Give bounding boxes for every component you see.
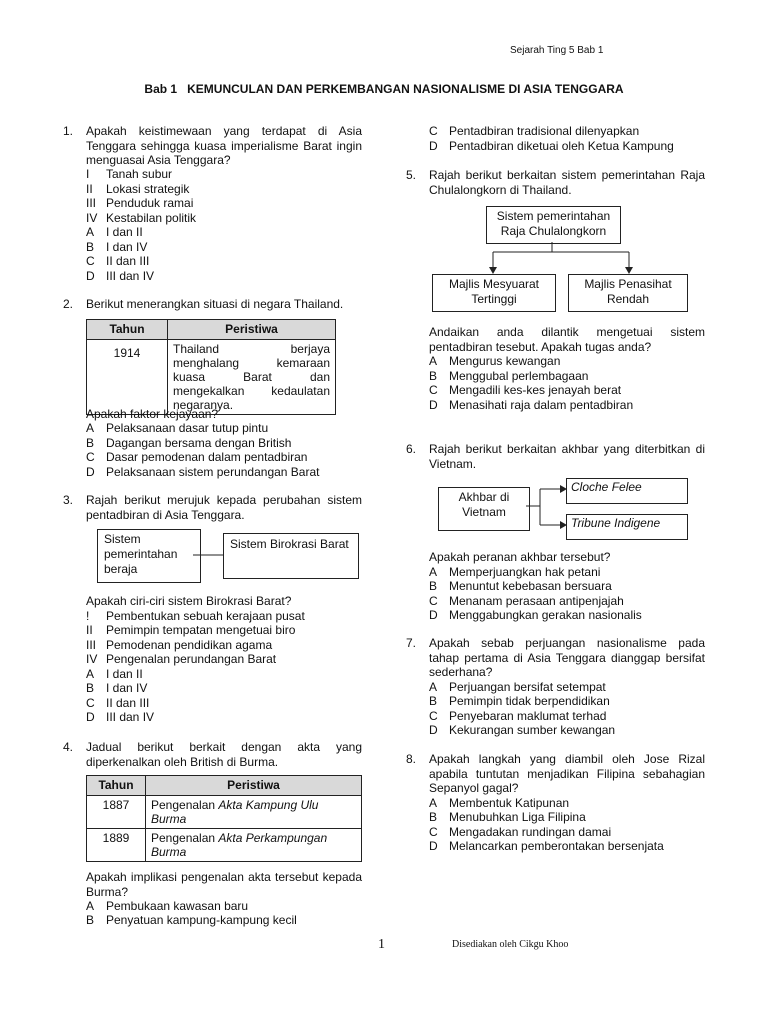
question-number: 5. (406, 168, 417, 182)
act-table (86, 775, 362, 862)
question-2: 2. Berikut menerangkan situasi di negara Thailand. Tahun Peristiwa 1914 Thailand berjaya menghalang kemaraan kuasa Barat dan mengekalkan kedaulatan negaranya. Apakah faktor kejayaan? A Pelaksanaan dasar tutup pintu B Dagangan bersama dengan British C Dasar pemodenan dalam pentadbiran D Pelaksanaan sistem perundangan Barat (63, 297, 363, 482)
table-cell-event: Thailand berjaya menghalang kemaraan kuasa Barat dan mengekalkan kedaulatan negaranya. (168, 339, 336, 414)
table-header: Peristiwa (146, 776, 362, 796)
diagram-box-newspaper: Akhbar di Vietnam (438, 487, 530, 531)
diagram-connector (481, 242, 641, 274)
diagram-box-cloche-felee: Cloche Felee (566, 478, 688, 504)
sub-question: Apakah implikasi pengenalan akta tersebut kepada Burma? (86, 870, 362, 899)
question-text: Apakah sebab perjuangan nasionalisme pada tahap pertama di Asia Tenggara dianggap bersifat sederhana? (429, 636, 705, 679)
sub-question: Apakah peranan akhbar tersebut? (429, 550, 611, 564)
table-header: Peristiwa (168, 320, 336, 340)
question-7: 7. Apakah sebab perjuangan nasionalisme pada tahap pertama di Asia Tenggara dianggap bersifat sederhana? A Perjuangan bersifat setempat B Pemimpin tidak berpendidikan C Penyebaran maklumat terhad D Kekurangan sumber kewangan (406, 636, 705, 737)
question-text: Apakah keistimewaan yang terdapat di Asia Tenggara sehingga kuasa imperialisme Barat ingin menguasai Asia Tenggara? (86, 124, 362, 167)
diagram-box-traditional: Sistem pemerintahan beraja (97, 529, 201, 583)
prepared-by: Disediakan oleh Cikgu Khoo (452, 939, 569, 950)
table-cell-year: 1914 (87, 339, 168, 414)
question-5: 5. Rajah berikut berkaitan sistem pemerintahan Raja Chulalongkorn di Thailand. Sistem pemerintahan Raja Chulalongkorn Majlis Mesyuarat Tertinggi Majlis Penasihat Rendah Andaikan anda dilantik mengetuai sistem pentadbiran tesebut. Apakah tugas anda? A Mengurus kewangan B Menggubal perlembagaan C Mengadili kes-kes jenayah berat D Menasihati raja dalam pentadbiran (406, 168, 705, 412)
question-3: 3. Rajah berikut merujuk kepada perubahan sistem pentadbiran di Asia Tenggara. Sistem pemerintahan beraja Sistem Birokrasi Barat Apakah ciri-ciri sistem Birokrasi Barat? ! Pembentukan sebuah kerajaan pusat II Pemimpin tempatan mengetuai biro III Pemodenan pendidikan agama IV Pengenalan perundangan Barat A I dan II B I dan IV C II dan III D III dan IV (63, 493, 362, 724)
running-header: Sejarah Ting 5 Bab 1 (510, 45, 604, 56)
question-text: Jadual berikut berkait dengan akta yang diperkenalkan oleh British di Burma. (86, 740, 362, 769)
table-header: Tahun (87, 776, 146, 796)
question-1: 1. Apakah keistimewaan yang terdapat di Asia Tenggara sehingga kuasa imperialisme Barat ingin menguasai Asia Tenggara? I Tanah subur II Lokasi strategik III Penduduk ramai IV Kestabilan politik A I dan II B I dan IV C II dan III D III dan IV (63, 124, 362, 283)
question-text: Rajah berikut merujuk kepada perubahan sistem pentadbiran di Asia Tenggara. (86, 493, 362, 522)
diagram-box-tribune-indigene: Tribune Indigene (566, 514, 688, 540)
page-number: 1 (378, 937, 385, 952)
question-text: Rajah berikut berkaitan sistem pemerintahan Raja Chulalongkorn di Thailand. (429, 168, 705, 197)
question-4: 4. Jadual berikut berkait dengan akta yang diperkenalkan oleh British di Burma. Tahun Peristiwa 1887 Pengenalan Akta Kampung Ulu Burma 1889 Pengenalan Akta Perkampungan Burma Apakah implikasi pengenalan akta tersebut kepada Burma? A Pembukaan kawasan baru B Penyatuan kampung-kampung kecil (63, 740, 362, 927)
diagram-box-king: Sistem pemerintahan Raja Chulalongkorn (486, 206, 621, 244)
chapter-name: KEMUNCULAN DAN PERKEMBANGAN NASIONALISME DI ASIA TENGGARA (187, 82, 624, 96)
event-table (86, 319, 336, 415)
table-cell-year: 1887 (87, 795, 146, 828)
sub-question: Apakah faktor kejayaan? (86, 407, 219, 421)
diagram-connector (526, 482, 568, 532)
diagram-box-supreme-council: Majlis Mesyuarat Tertinggi (432, 274, 556, 312)
question-text: Rajah berikut berkaitan akhbar yang diterbitkan di Vietnam. (429, 442, 705, 471)
question-number: 3. (63, 493, 74, 507)
sub-question: Apakah ciri-ciri sistem Birokrasi Barat? (86, 594, 292, 608)
chapter-number: Bab 1 (144, 82, 178, 96)
chapter-title (0, 82, 768, 97)
question-number: 2. (63, 297, 74, 311)
question-number: 8. (406, 752, 417, 766)
table-cell-event: Pengenalan Akta Kampung Ulu Burma (146, 795, 362, 828)
question-text: Berikut menerangkan situasi di negara Thailand. (86, 297, 344, 311)
table-header: Tahun (87, 320, 168, 340)
table-cell-year: 1889 (87, 828, 146, 861)
diagram-box-bureaucracy: Sistem Birokrasi Barat (223, 533, 359, 579)
question-number: 4. (63, 740, 74, 754)
question-number: 7. (406, 636, 417, 650)
question-8: 8. Apakah langkah yang diambil oleh Jose Rizal apabila tuntutan menjadikan Filipina sebahagian Sepanyol gagal? A Membentuk Katipunan B Menubuhkan Liga Filipina C Mengadakan rundingan damai D Melancarkan pemberontakan bersenjata (406, 752, 705, 853)
table-cell-event: Pengenalan Akta Perkampungan Burma (146, 828, 362, 861)
question-number: 1. (63, 124, 74, 138)
question-text: Apakah langkah yang diambil oleh Jose Rizal apabila tuntutan menjadikan Filipina sebahagian Sepanyol gagal? (429, 752, 705, 795)
question-number: 6. (406, 442, 417, 456)
question-6: 6. Rajah berikut berkaitan akhbar yang diterbitkan di Vietnam. Akhbar di Vietnam Cloche Felee Tribune Indigene Apakah peranan akhbar tersebut? A Memperjuangkan hak petani B Menuntut kebebasan bersuara C Menanam perasaan antipenjajah D Menggabungkan gerakan nasionalis (406, 442, 705, 622)
diagram-box-lower-council: Majlis Penasihat Rendah (568, 274, 688, 312)
sub-question: Andaikan anda dilantik mengetuai sistem pentadbiran tesebut. Apakah tugas anda? (429, 325, 705, 354)
